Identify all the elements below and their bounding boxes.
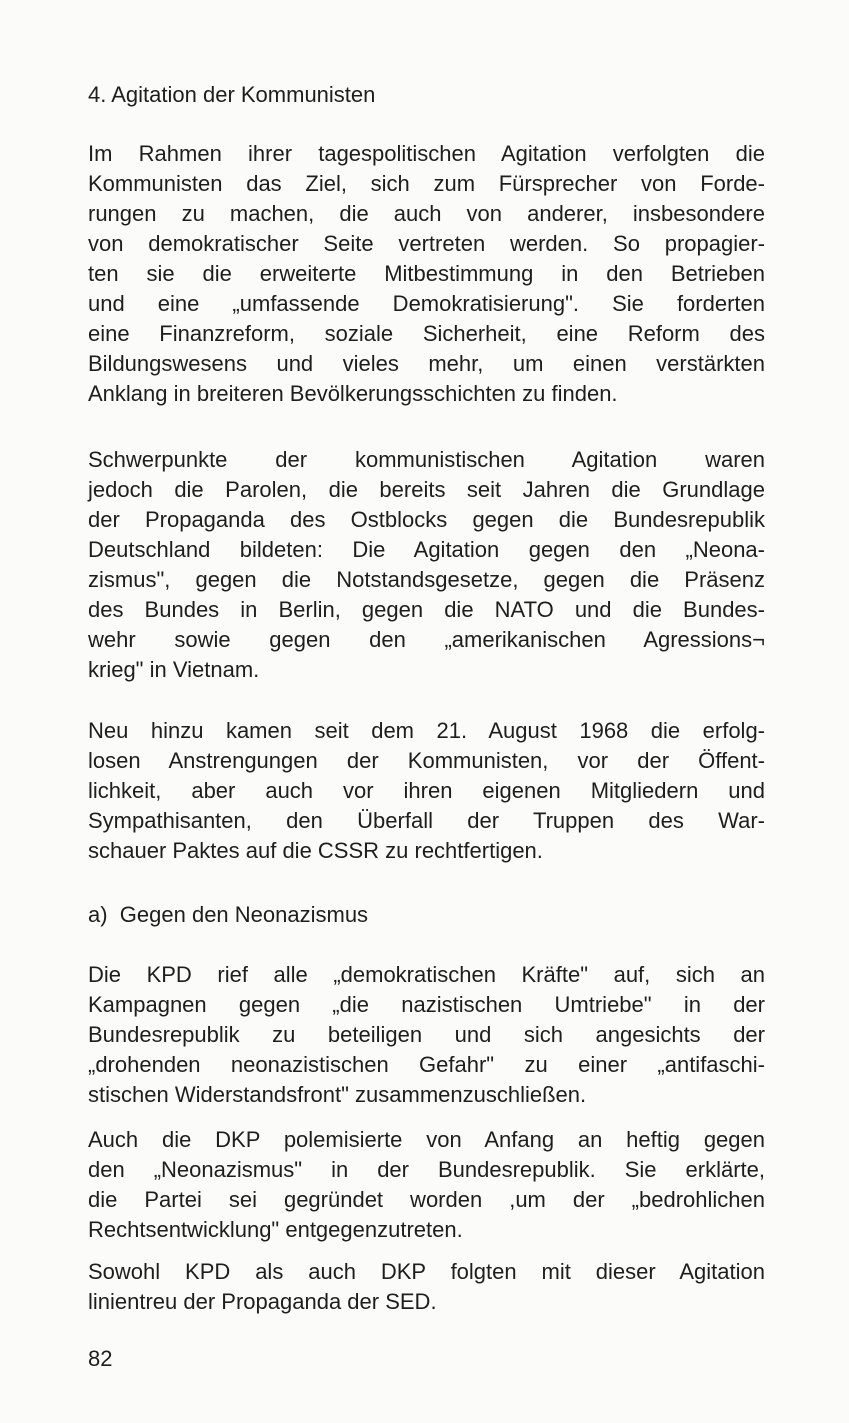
text-line: Rechtsentwicklung" entgegenzutreten.: [88, 1217, 463, 1242]
paragraph-3: [88, 716, 765, 866]
text-line: Bundesrepublik zu beteiligen und sich angesichts der: [88, 1022, 765, 1047]
text-line: krieg" in Vietnam.: [88, 657, 260, 682]
text-line: jedoch die Parolen, die bereits seit Jahren die Grundlage: [88, 477, 765, 502]
text-line: Kampagnen gegen „die nazistischen Umtriebe" in der: [88, 992, 765, 1017]
paragraph-1: [88, 139, 765, 409]
text-line: losen Anstrengungen der Kommunisten, vor der Öffent-: [88, 748, 765, 773]
subsection-heading: [88, 900, 765, 930]
text-line: Schwerpunkte der kommunistischen Agitation waren: [88, 447, 765, 472]
text-line: der Propaganda des Ostblocks gegen die Bundesrepublik: [88, 507, 765, 532]
text-line: Im Rahmen ihrer tagespolitischen Agitation verfolgten die: [88, 141, 765, 166]
paragraph-6: [88, 1257, 765, 1317]
text-line: des Bundes in Berlin, gegen die NATO und die Bundes-: [88, 597, 765, 622]
text-line: Kommunisten das Ziel, sich zum Fürsprecher von Forde-: [88, 171, 765, 196]
text-line: rungen zu machen, die auch von anderer, insbesondere: [88, 201, 765, 226]
text-line: zismus", gegen die Notstandsgesetze, gegen die Präsenz: [88, 567, 765, 592]
text-line: und eine „umfassende Demokratisierung". Sie forderten: [88, 291, 765, 316]
text-line: ten sie die erweiterte Mitbestimmung in den Betrieben: [88, 261, 765, 286]
text-line: 82: [88, 1346, 113, 1371]
text-line: Deutschland bildeten: Die Agitation gegen den „Neona-: [88, 537, 765, 562]
text-line: lichkeit, aber auch vor ihren eigenen Mitgliedern und: [88, 778, 765, 803]
text-line: „drohenden neonazistischen Gefahr" zu einer „antifaschi-: [88, 1052, 765, 1077]
paragraph-5: [88, 1125, 765, 1245]
text-line: schauer Paktes auf die CSSR zu rechtfertigen.: [88, 838, 543, 863]
text-line: 4. Agitation der Kommunisten: [88, 82, 376, 107]
text-line: Bildungswesens und vieles mehr, um einen verstärkten: [88, 351, 765, 376]
text-line: eine Finanzreform, soziale Sicherheit, eine Reform des: [88, 321, 765, 346]
page-number: [88, 1344, 765, 1374]
text-line: a) Gegen den Neonazismus: [88, 902, 369, 927]
text-line: den „Neonazismus" in der Bundesrepublik. Sie erklärte,: [88, 1157, 765, 1182]
text-line: die Partei sei gegründet worden ,um der „bedrohlichen: [88, 1187, 765, 1212]
text-line: Sympathisanten, den Überfall der Truppen des War-: [88, 808, 765, 833]
section-heading: [88, 80, 765, 110]
text-line: wehr sowie gegen den „amerikanischen Agressions¬: [88, 627, 765, 652]
text-line: Neu hinzu kamen seit dem 21. August 1968 die erfolg-: [88, 718, 765, 743]
paragraph-4: [88, 960, 765, 1110]
text-line: Anklang in breiteren Bevölkerungsschichten zu finden.: [88, 381, 618, 406]
text-line: Die KPD rief alle „demokratischen Kräfte" auf, sich an: [88, 962, 765, 987]
text-line: Auch die DKP polemisierte von Anfang an heftig gegen: [88, 1127, 765, 1152]
text-line: linientreu der Propaganda der SED.: [88, 1289, 437, 1314]
text-line: stischen Widerstandsfront" zusammenzuschließen.: [88, 1082, 587, 1107]
page-content: [88, 80, 765, 1374]
text-line: von demokratischer Seite vertreten werden. So propagier-: [88, 231, 765, 256]
text-line: Sowohl KPD als auch DKP folgten mit dieser Agitation: [88, 1259, 765, 1284]
paragraph-2: [88, 445, 765, 685]
